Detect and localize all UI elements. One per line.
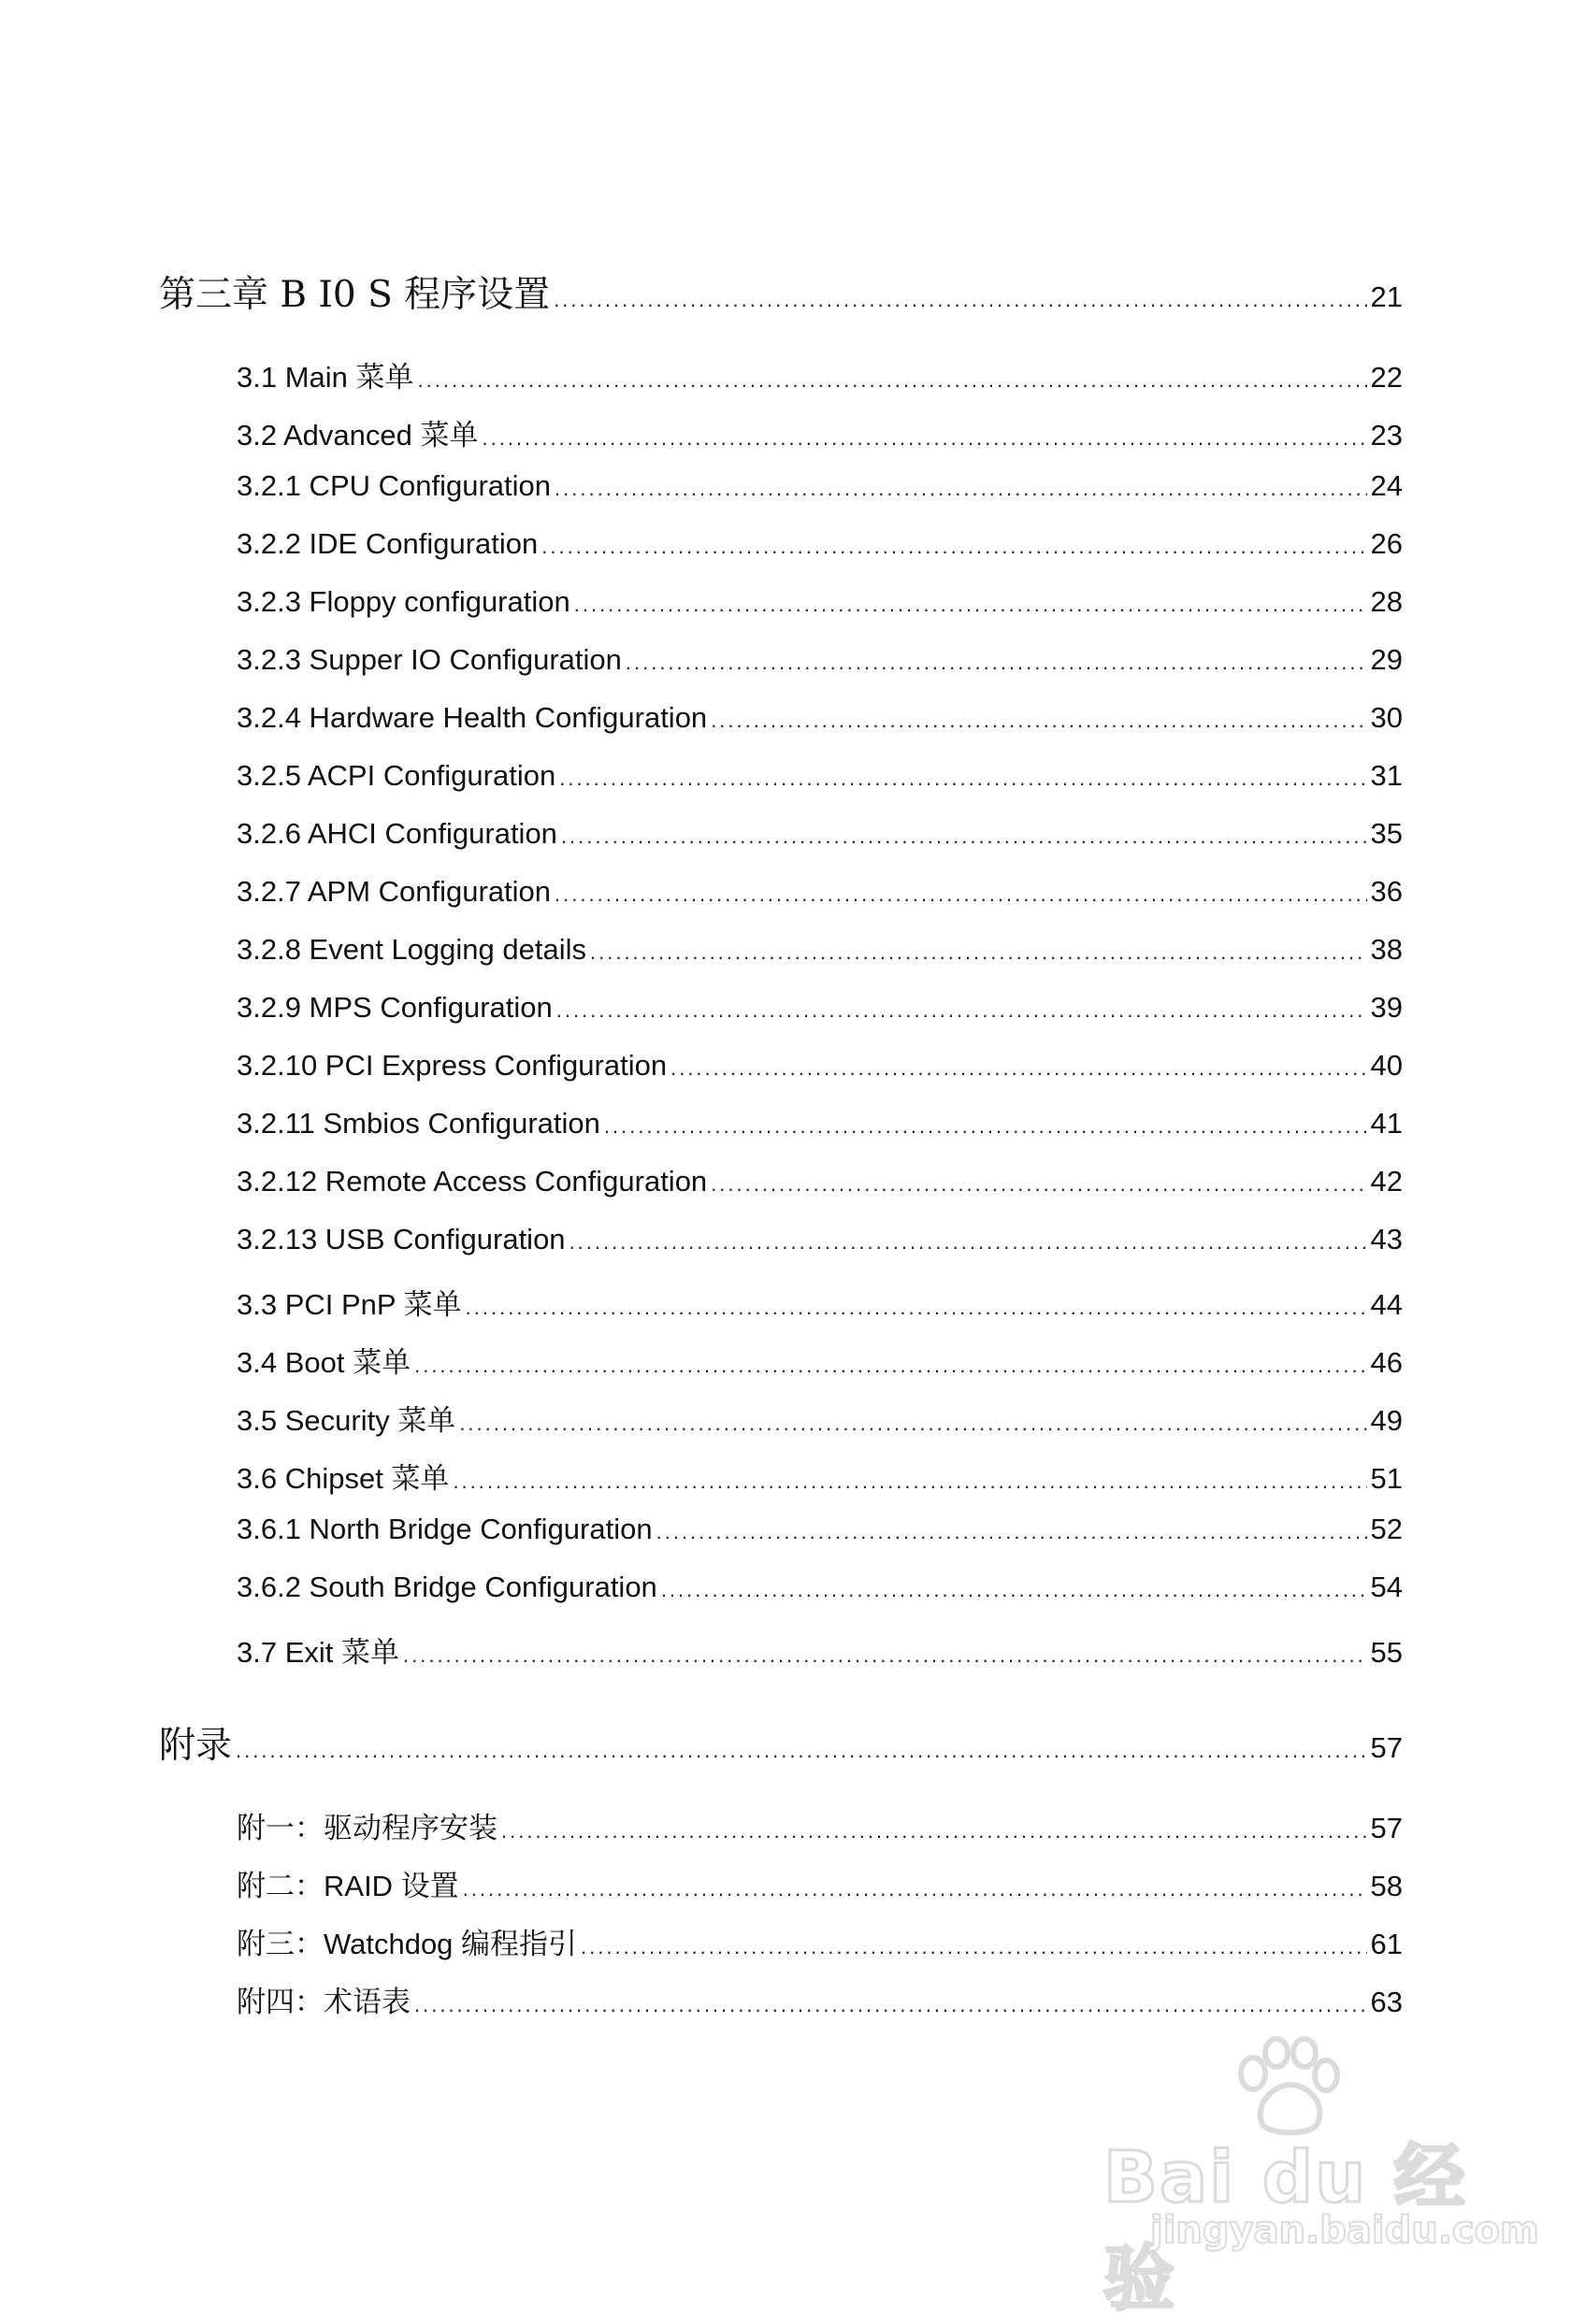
toc-entry-3-2-5[interactable] xyxy=(237,759,1403,806)
toc-entry-page: 35 xyxy=(1370,817,1403,850)
toc-entry-appendix-3[interactable] xyxy=(237,1920,1403,1967)
toc-entry-label: 3.2.3 Floppy configuration xyxy=(237,585,570,618)
toc-leader-dots xyxy=(403,1643,1367,1668)
toc-entry-3-2-12[interactable] xyxy=(237,1165,1403,1212)
toc-leader-dots xyxy=(556,998,1367,1023)
toc-entry-page: 61 xyxy=(1370,1928,1403,1960)
toc-entry-page: 28 xyxy=(1370,585,1403,618)
toc-leader-dots xyxy=(555,477,1366,501)
toc-leader-dots xyxy=(626,651,1367,675)
toc-entry-chapter-3[interactable] xyxy=(159,265,1403,316)
toc-leader-dots xyxy=(670,1056,1366,1081)
toc-entry-page: 44 xyxy=(1370,1288,1403,1321)
toc-entry-page: 36 xyxy=(1370,875,1403,908)
toc-entry-label: 第三章 B I0 S 程序设置 xyxy=(159,274,551,316)
toc-entry-3-2[interactable] xyxy=(237,411,1403,458)
toc-entry-label: 3.2 Advanced 菜单 xyxy=(237,419,479,452)
toc-entry-label: 3.3 PCI PnP 菜单 xyxy=(237,1288,462,1321)
toc-leader-dots xyxy=(561,825,1367,849)
toc-entry-label: 3.1 Main 菜单 xyxy=(237,361,414,394)
toc-entry-label: 3.2.7 APM Configuration xyxy=(237,875,552,908)
toc-entry-page: 26 xyxy=(1370,527,1403,560)
toc-entry-label: 3.2.1 CPU Configuration xyxy=(237,469,552,502)
toc-leader-dots xyxy=(466,1296,1367,1320)
toc-entry-3-2-8[interactable] xyxy=(237,933,1403,980)
toc-entry-page: 22 xyxy=(1370,361,1403,394)
toc-entry-label: 3.2.5 ACPI Configuration xyxy=(237,759,556,792)
toc-entry-3-3[interactable] xyxy=(237,1281,1403,1327)
toc-entry-label: 3.2.13 USB Configuration xyxy=(237,1223,566,1255)
toc-entry-page: 58 xyxy=(1370,1870,1403,1902)
toc-entry-label: 附一：驱动程序安装 xyxy=(237,1812,497,1844)
toc-entry-page: 46 xyxy=(1370,1346,1403,1379)
toc-entry-label: 3.6.2 South Bridge Configuration xyxy=(237,1571,657,1603)
toc-leader-dots xyxy=(559,767,1366,791)
toc-entry-page: 55 xyxy=(1370,1636,1403,1669)
toc-leader-dots xyxy=(590,940,1367,965)
toc-entry-label: 附二：RAID 设置 xyxy=(237,1870,459,1902)
toc-entry-3-5[interactable] xyxy=(237,1397,1403,1443)
toc-entry-label: 附录 xyxy=(159,1725,233,1767)
toc-entry-page: 41 xyxy=(1370,1107,1403,1140)
toc-entry-label: 3.6 Chipset 菜单 xyxy=(237,1462,450,1495)
toc-entry-label: 附三：Watchdog 编程指引 xyxy=(237,1928,578,1960)
toc-leader-dots xyxy=(555,882,1366,907)
toc-entry-page: 30 xyxy=(1370,701,1403,734)
toc-leader-dots xyxy=(581,1935,1366,1959)
watermark-brand: Bai du 经验 xyxy=(1103,2135,1467,2320)
toc-entry-3-2-9[interactable] xyxy=(237,991,1403,1038)
toc-leader-dots xyxy=(459,1412,1366,1436)
toc-leader-dots xyxy=(414,1993,1367,2017)
toc-entry-label: 3.4 Boot 菜单 xyxy=(237,1346,411,1379)
toc-entry-label: 3.2.12 Remote Access Configuration xyxy=(237,1165,708,1198)
toc-entry-3-2-3-superio[interactable] xyxy=(237,643,1403,690)
toc-entry-label: 3.2.3 Supper IO Configuration xyxy=(237,643,622,676)
toc-entry-3-2-4[interactable] xyxy=(237,701,1403,748)
watermark-url: jingyan.baidu.com xyxy=(1150,2209,1539,2252)
toc-entry-appendix[interactable] xyxy=(159,1716,1403,1767)
toc-leader-dots xyxy=(463,1877,1367,1901)
toc-leader-dots xyxy=(236,1739,1367,1763)
toc-leader-dots xyxy=(711,709,1366,733)
toc-entry-3-1[interactable] xyxy=(237,353,1403,400)
toc-entry-3-7[interactable] xyxy=(237,1628,1403,1675)
toc-entry-label: 3.2.6 AHCI Configuration xyxy=(237,817,557,850)
toc-entry-page: 51 xyxy=(1370,1462,1403,1495)
toc-entry-label: 3.6.1 North Bridge Configuration xyxy=(237,1513,653,1545)
toc-leader-dots xyxy=(604,1114,1367,1139)
toc-entry-page: 38 xyxy=(1370,933,1403,966)
toc-entry-3-2-13[interactable] xyxy=(237,1223,1403,1270)
toc-entry-page: 40 xyxy=(1370,1049,1403,1082)
toc-entry-3-2-7[interactable] xyxy=(237,875,1403,922)
toc-entry-3-2-10[interactable] xyxy=(237,1049,1403,1096)
toc-entry-page: 31 xyxy=(1370,759,1403,792)
toc-leader-dots xyxy=(656,1520,1367,1544)
toc-leader-dots xyxy=(483,426,1367,451)
toc-entry-page: 29 xyxy=(1370,643,1403,676)
toc-entry-3-6-1[interactable] xyxy=(237,1513,1403,1559)
toc-entry-page: 24 xyxy=(1370,469,1403,502)
toc-entry-page: 52 xyxy=(1370,1513,1403,1545)
toc-entry-page: 57 xyxy=(1370,1731,1403,1764)
toc-entry-3-2-1[interactable] xyxy=(237,469,1403,516)
toc-entry-3-2-3-floppy[interactable] xyxy=(237,585,1403,632)
toc-entry-3-2-2[interactable] xyxy=(237,527,1403,574)
toc-entry-page: 54 xyxy=(1370,1571,1403,1603)
toc-entry-label: 3.2.9 MPS Configuration xyxy=(237,991,553,1024)
toc-entry-appendix-4[interactable] xyxy=(237,1978,1403,2025)
toc-entry-page: 43 xyxy=(1370,1223,1403,1255)
toc-leader-dots xyxy=(501,1819,1367,1843)
toc-entry-page: 63 xyxy=(1370,1986,1403,2018)
toc-entry-3-4[interactable] xyxy=(237,1339,1403,1385)
toc-entry-page: 23 xyxy=(1370,419,1403,452)
toc-entry-label: 3.7 Exit 菜单 xyxy=(237,1636,399,1669)
toc-leader-dots xyxy=(541,535,1366,559)
toc-entry-page: 21 xyxy=(1370,280,1403,313)
toc-entry-page: 49 xyxy=(1370,1404,1403,1437)
toc-entry-label: 附四：术语表 xyxy=(237,1986,411,2018)
toc-entry-label: 3.2.11 Smbios Configuration xyxy=(237,1107,600,1140)
toc-entry-appendix-2[interactable] xyxy=(237,1862,1403,1909)
toc-entry-label: 3.2.8 Event Logging details xyxy=(237,933,586,966)
toc-leader-dots xyxy=(569,1230,1367,1255)
toc-entry-label: 3.2.10 PCI Express Configuration xyxy=(237,1049,668,1082)
baidu-watermark xyxy=(1085,2036,1539,2320)
toc-entry-label: 3.2.2 IDE Configuration xyxy=(237,527,539,560)
toc-entry-3-6[interactable] xyxy=(237,1455,1403,1501)
toc-entry-page: 39 xyxy=(1370,991,1403,1024)
toc-entry-3-2-6[interactable] xyxy=(237,817,1403,864)
toc-entry-3-6-2[interactable] xyxy=(237,1571,1403,1617)
toc-leader-dots xyxy=(414,1354,1366,1378)
toc-entry-page: 57 xyxy=(1370,1812,1403,1844)
toc-entry-appendix-1[interactable] xyxy=(237,1804,1403,1851)
toc-leader-dots xyxy=(574,593,1367,617)
toc-leader-dots xyxy=(661,1578,1367,1602)
toc-entry-label: 3.5 Security 菜单 xyxy=(237,1404,456,1437)
toc-entry-label: 3.2.4 Hardware Health Configuration xyxy=(237,701,708,734)
toc-entry-3-2-11[interactable] xyxy=(237,1107,1403,1154)
toc-entry-page: 42 xyxy=(1370,1165,1403,1198)
toc-leader-dots xyxy=(418,368,1367,393)
toc-leader-dots xyxy=(554,288,1366,312)
toc-leader-dots xyxy=(453,1470,1366,1494)
toc-leader-dots xyxy=(711,1172,1366,1197)
